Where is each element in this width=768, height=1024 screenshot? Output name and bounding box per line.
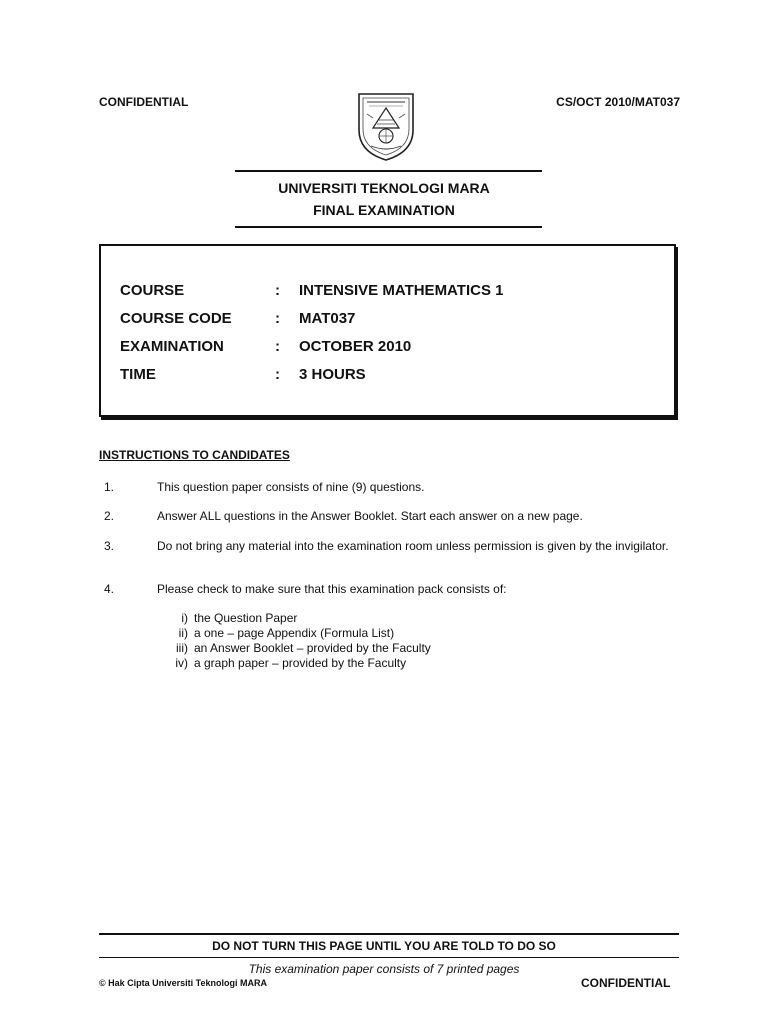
info-value: OCTOBER 2010 <box>299 338 412 355</box>
info-value: 3 HOURS <box>299 366 366 383</box>
info-separator: : <box>275 366 280 383</box>
instruction-number: 3. <box>104 539 115 553</box>
subitem-text: an Answer Booklet – provided by the Faculty <box>194 641 431 655</box>
info-row-course-code <box>120 310 640 330</box>
instruction-number: 4. <box>104 582 115 596</box>
confidential-header-left: CONFIDENTIAL <box>99 95 189 109</box>
instruction-number: 2. <box>104 509 115 523</box>
instructions-heading: INSTRUCTIONS TO CANDIDATES <box>99 448 290 462</box>
subitem-number: ii) <box>178 626 188 640</box>
title-bottom-rule <box>235 226 542 228</box>
subitem-text: a graph paper – provided by the Faculty <box>194 656 407 670</box>
info-row-time <box>120 366 640 386</box>
printed-pages-note: This examination paper consists of 7 printed pages <box>248 962 520 976</box>
info-value: INTENSIVE MATHEMATICS 1 <box>299 282 504 299</box>
subitem-text: the Question Paper <box>194 611 298 625</box>
info-row-course <box>120 282 640 302</box>
course-info-box <box>99 244 676 417</box>
info-label: TIME <box>120 366 156 383</box>
subitem-number: i) <box>181 611 188 625</box>
info-label: COURSE CODE <box>120 310 232 327</box>
subitem-number: iv) <box>175 656 188 670</box>
copyright-notice: © Hak Cipta Universiti Teknologi MARA <box>99 978 267 988</box>
footer-mid-rule <box>99 957 679 958</box>
instruction-text: This question paper consists of nine (9) questions. <box>157 480 425 494</box>
info-row-examination <box>120 338 640 358</box>
footer-top-rule <box>99 933 679 935</box>
title-top-rule <box>235 170 542 172</box>
do-not-turn-warning: DO NOT TURN THIS PAGE UNTIL YOU ARE TOLD TO DO SO <box>212 939 556 953</box>
info-value: MAT037 <box>299 310 356 327</box>
subitem-number: iii) <box>176 641 188 655</box>
pack-subitem <box>162 656 406 671</box>
exam-type-title: FINAL EXAMINATION <box>313 202 455 218</box>
instruction-text: Do not bring any material into the examination room unless permission is given by the invigilator. <box>157 539 669 553</box>
info-label: EXAMINATION <box>120 338 224 355</box>
university-crest-icon <box>355 90 417 162</box>
university-title: UNIVERSITI TEKNOLOGI MARA <box>278 180 490 196</box>
subitem-text: a one – page Appendix (Formula List) <box>194 626 395 640</box>
confidential-footer: CONFIDENTIAL <box>581 976 671 990</box>
info-separator: : <box>275 282 280 299</box>
info-separator: : <box>275 338 280 355</box>
pack-subitem <box>162 626 394 641</box>
instruction-number: 1. <box>104 480 115 494</box>
instruction-text: Answer ALL questions in the Answer Booklet. Start each answer on a new page. <box>157 509 583 523</box>
info-label: COURSE <box>120 282 185 299</box>
pack-subitem <box>162 641 431 656</box>
exam-code-header: CS/OCT 2010/MAT037 <box>556 95 680 109</box>
info-separator: : <box>275 310 280 327</box>
pack-subitem <box>162 611 297 626</box>
instruction-text: Please check to make sure that this examination pack consists of: <box>157 582 507 596</box>
